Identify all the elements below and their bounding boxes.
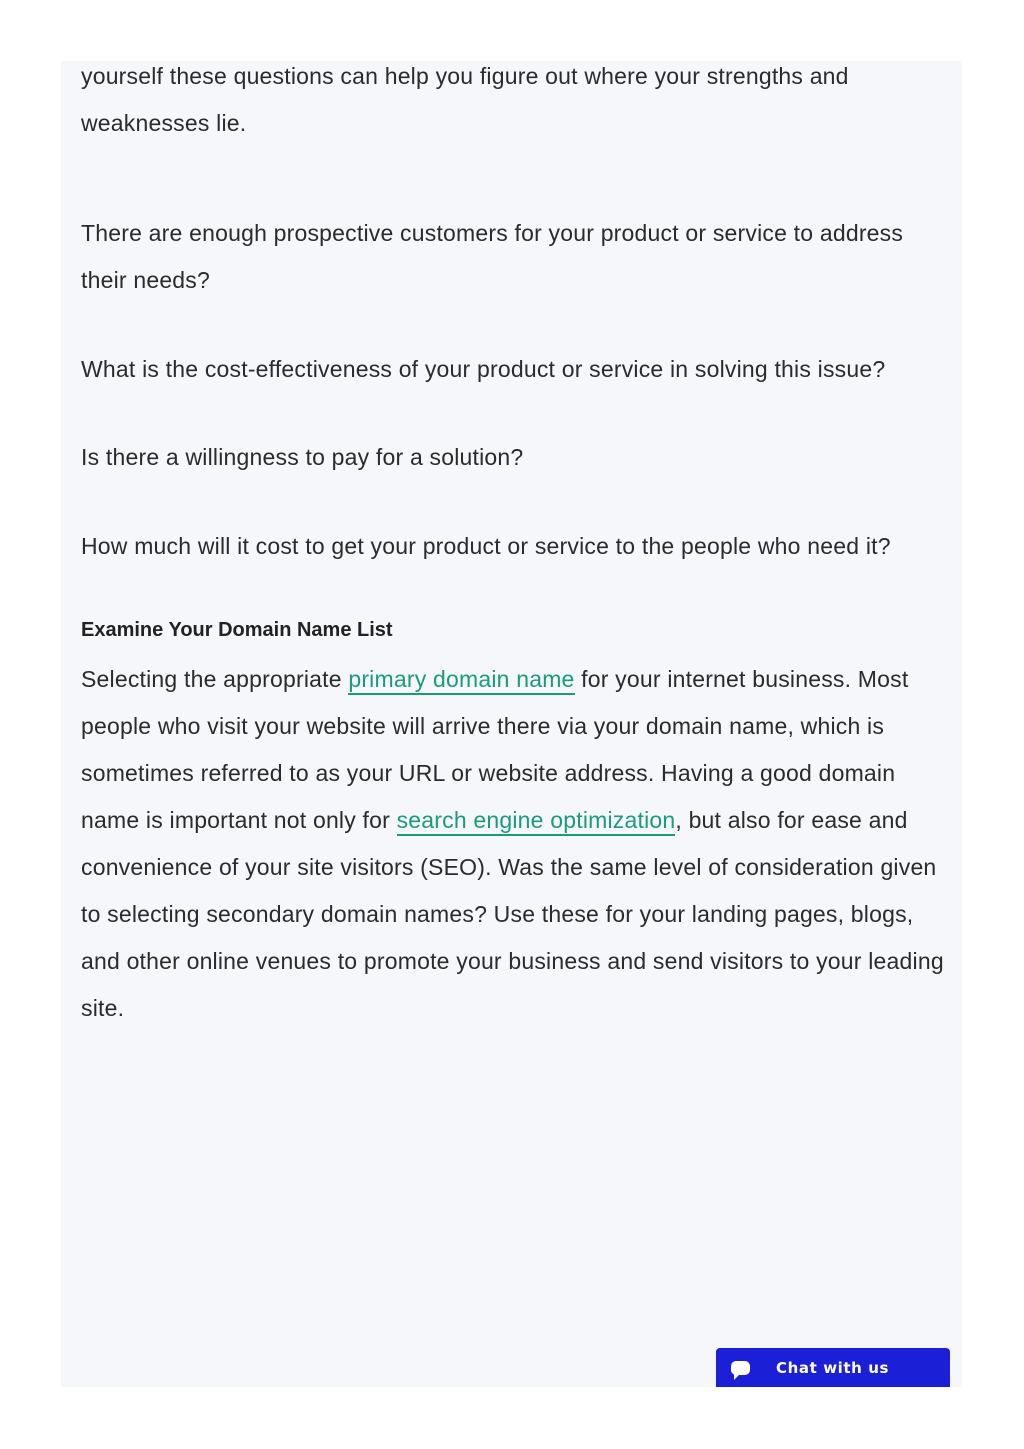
domain-text-part-1: Selecting the appropriate xyxy=(81,666,349,692)
intro-paragraph: yourself these questions can help you figure out where your strengths and weaknesses lie. xyxy=(81,63,849,136)
document-page xyxy=(61,61,962,1387)
chat-label: Chat with us xyxy=(776,1358,890,1377)
article-body xyxy=(81,53,951,1032)
chat-with-us-button[interactable] xyxy=(716,1348,950,1387)
question-cost-effectiveness: What is the cost-effectiveness of your product or service in solving this issue? xyxy=(81,356,886,382)
chat-bubble-icon xyxy=(730,1360,752,1382)
search-engine-optimization-link[interactable]: search engine optimization xyxy=(397,807,676,836)
domain-text-part-2: for your internet business. Most people who visit your website will arrive there via your domain name, which is sometimes referred to as your URL or website address. Having a good domain name is important not only for xyxy=(81,666,909,833)
domain-paragraph xyxy=(81,656,951,1032)
section-heading: Examine Your Domain Name List xyxy=(81,619,393,641)
question-willingness-to-pay: Is there a willingness to pay for a solution? xyxy=(81,444,524,470)
primary-domain-name-link[interactable]: primary domain name xyxy=(348,666,574,695)
question-distribution-cost: How much will it cost to get your product or service to the people who need it? xyxy=(81,533,891,559)
domain-text-part-3: , but also for ease and convenience of your site visitors (SEO). Was the same level of consideration given to selecting secondary domain names? Use these for your landing pages, blogs, and other online venues to promote your business and send visitors to your leading site. xyxy=(81,807,944,1021)
question-customers: There are enough prospective customers for your product or service to address their needs? xyxy=(81,220,904,293)
